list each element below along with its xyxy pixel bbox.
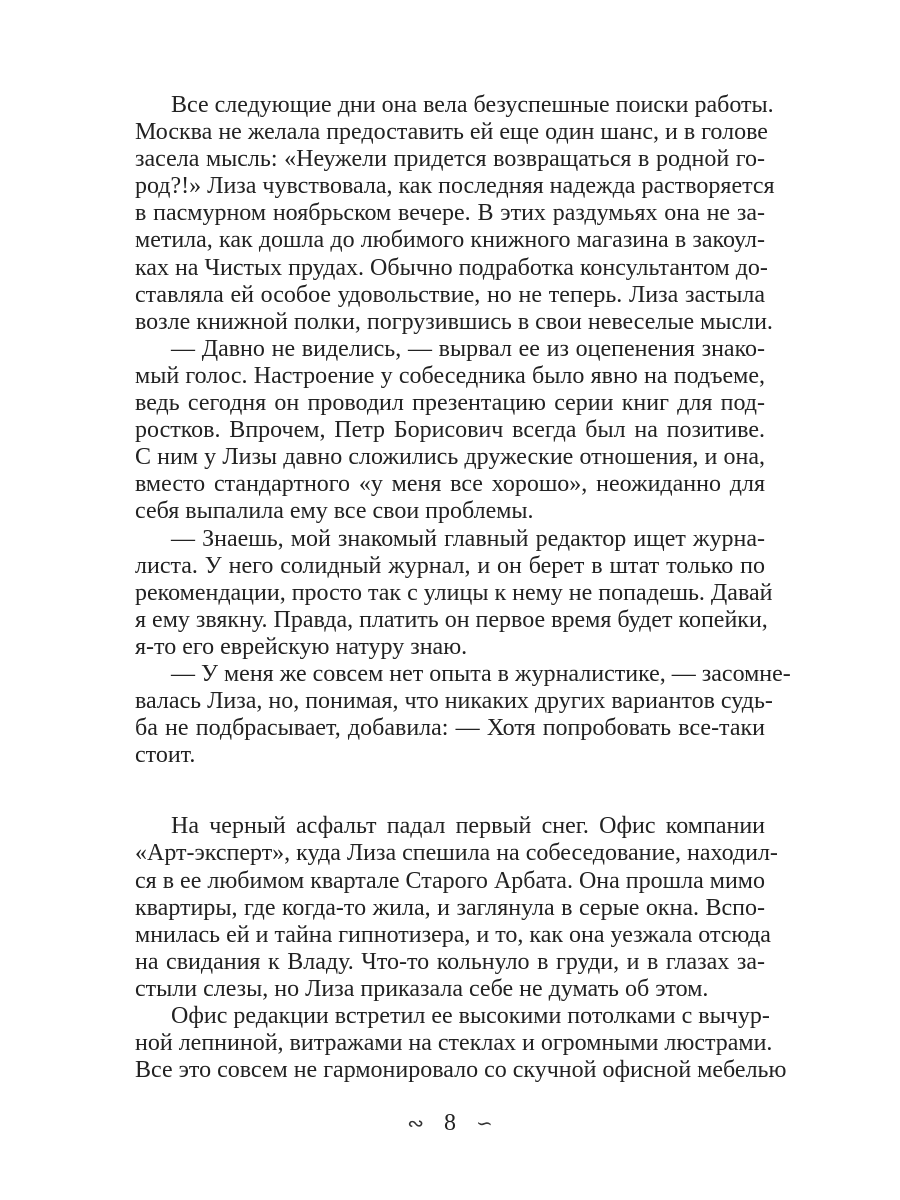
text-line: Все это совсем не гармонировало со скучной офисной мебелью xyxy=(135,1057,787,1084)
text-line: мнилась ей и тайна гипнотизера, и то, как она уезжала отсюда xyxy=(135,921,771,948)
text-line: Все следующие дни она вела безуспешные поиски работы. xyxy=(171,92,774,118)
paragraph xyxy=(135,1003,787,1084)
text-line: ной лепниной, витражами на стеклах и огромными люстрами. xyxy=(135,1030,773,1057)
text-line: метила, как дошла до любимого книжного магазина в закоул- xyxy=(135,227,765,254)
text-line: ростков. Впрочем, Петр Борисович всегда был на позитиве. xyxy=(135,417,765,444)
text-line: ведь сегодня он проводил презентацию серии книг для под- xyxy=(135,390,765,417)
text-line: ставляла ей особое удовольствие, но не теперь. Лиза застыла xyxy=(135,281,765,308)
text-line: возле книжной полки, погрузившись в свои невеселые мысли. xyxy=(135,308,773,335)
text-line: На черный асфальт падал первый снег. Офис компании xyxy=(171,813,765,840)
text-line: листа. У него солидный журнал, и он берет в штат только по xyxy=(135,552,765,579)
text-line: С ним у Лизы давно сложились дружеские отношения, и она, xyxy=(135,444,765,471)
text-line: засела мысль: «Неужели придется возвращаться в родной го- xyxy=(135,146,765,173)
ornament-right-icon: ∽ xyxy=(476,1113,493,1135)
paragraph xyxy=(135,813,778,1003)
ornament-left-icon: ∾ xyxy=(407,1113,424,1135)
text-line: валась Лиза, но, понимая, что никаких других вариантов судь- xyxy=(135,688,773,715)
text-line: Москва не желала предоставить ей еще один шанс, и в голове xyxy=(135,119,768,146)
text-line: на свидания к Владу. Что-то кольнуло в груди, и в глазах за- xyxy=(135,948,765,975)
text-line: стоит. xyxy=(135,742,196,769)
text-line: стыли слезы, но Лиза приказала себе не думать об этом. xyxy=(135,975,709,1002)
text-line: — Давно не виделись, — вырвал ее из оцепенения знако- xyxy=(171,335,765,362)
paragraph xyxy=(135,92,775,336)
text-line: ках на Чистых прудах. Обычно подработка консультантом до- xyxy=(135,254,768,281)
text-line: я ему звякну. Правда, платить он первое время будет копейки, xyxy=(135,606,768,633)
text-line: рекомендации, просто так с улицы к нему не попадешь. Давай xyxy=(135,579,773,606)
text-line: Офис редакции встретил ее высокими потолками с вычур- xyxy=(171,1003,770,1029)
page-number: 8 xyxy=(444,1110,456,1136)
text-line: — У меня же совсем нет опыта в журналистике, — засомне- xyxy=(171,660,791,687)
text-line: квартиры, где когда-то жила, и заглянула в серые окна. Вспо- xyxy=(135,894,765,921)
text-line: род?!» Лиза чувствовала, как последняя надежда растворяется xyxy=(135,173,775,200)
text-line: ба не подбрасывает, добавила: — Хотя попробовать все-таки xyxy=(135,715,765,742)
text-line: себя выпалила ему все свои проблемы. xyxy=(135,498,534,525)
text-line: в пасмурном ноябрьском вечере. В этих раздумьях она не за- xyxy=(135,200,765,227)
text-line: вместо стандартного «у меня все хорошо», неожиданно для xyxy=(135,471,765,498)
page-footer xyxy=(0,1110,900,1137)
section-break xyxy=(135,769,765,813)
paragraph xyxy=(135,336,765,526)
text-line: ся в ее любимом квартале Старого Арбата. Она прошла мимо xyxy=(135,867,765,894)
text-line: мый голос. Настроение у собеседника было явно на подъеме, xyxy=(135,362,765,389)
text-line: — Знаешь, мой знакомый главный редактор ищет журна- xyxy=(171,525,765,552)
text-line: «Арт-эксперт», куда Лиза спешила на собеседование, находил- xyxy=(135,840,778,867)
text-line: я-то его еврейскую натуру знаю. xyxy=(135,633,468,660)
paragraph xyxy=(135,525,773,661)
book-page-text xyxy=(135,92,791,1084)
paragraph xyxy=(135,660,791,769)
